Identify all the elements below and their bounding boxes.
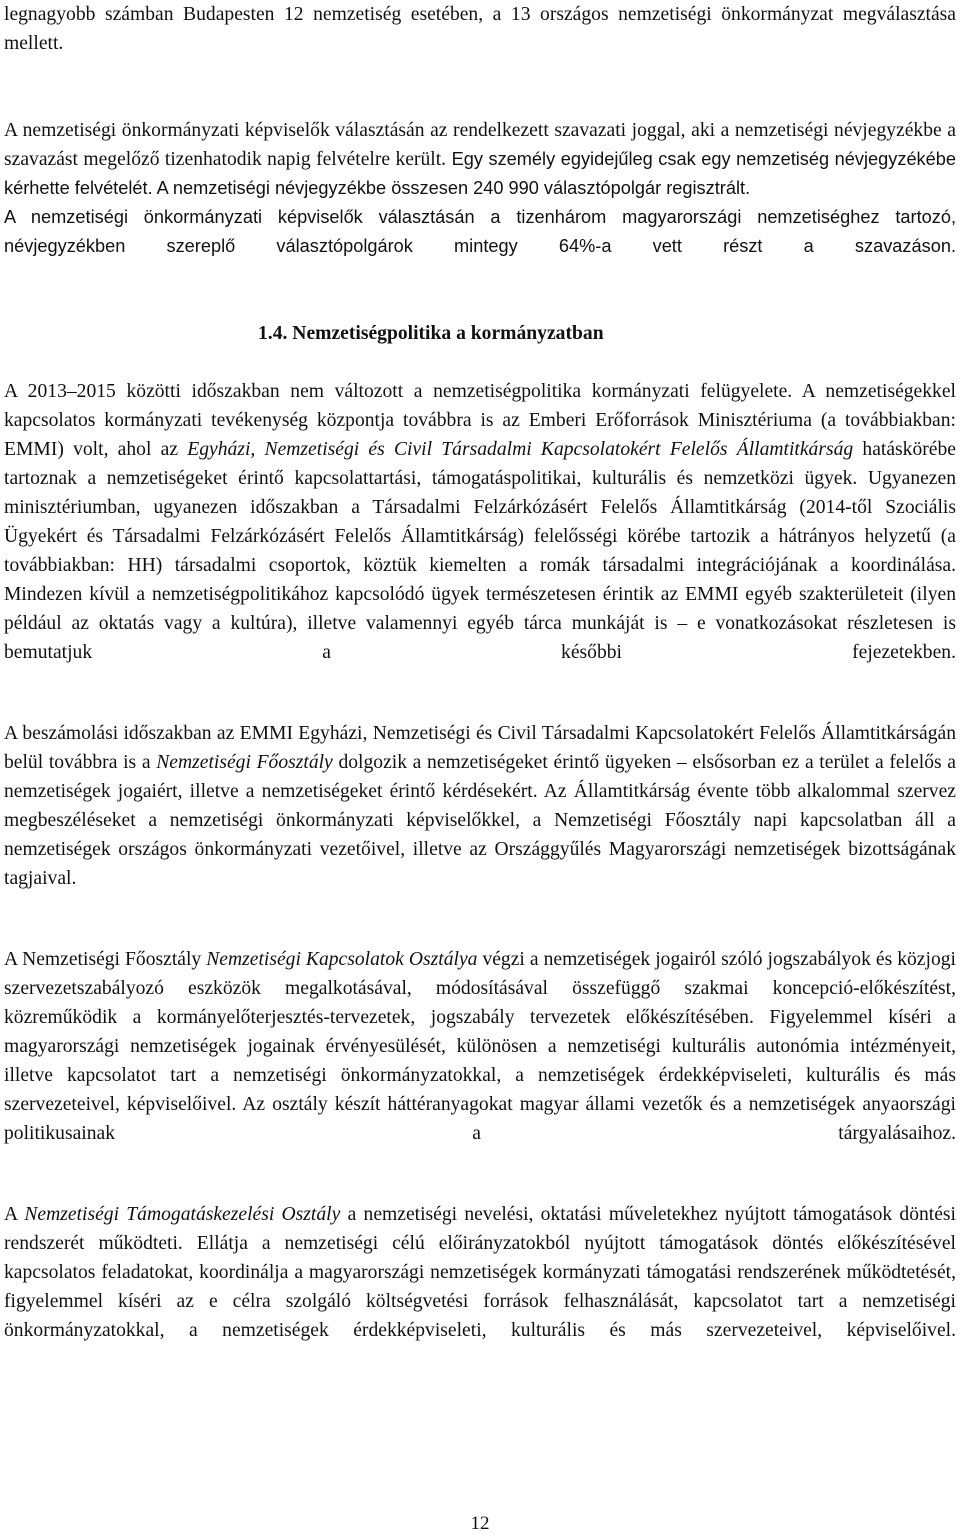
section-heading: 1.4. Nemzetiségpolitika a kormányzatban [258, 323, 604, 344]
paragraph-relations-unit [4, 945, 956, 1177]
paragraph-text: A Nemzetiségi Főosztály [4, 949, 207, 970]
paragraph-gap [4, 87, 956, 116]
paragraph-gap [4, 290, 956, 319]
paragraph-text: A nemzetiségi önkormányzati képviselők választásán az rendelkezett szavazati joggal, aki a nemzetiségi névjegyzékbe a szavazást megelőző tizenhatodik napig felvételre került. [4, 120, 956, 170]
paragraph-text: a nemzetiségi nevelési, oktatási műveletekhez nyújtott támogatások döntési rendszerét működteti. Ellátja a nemzetiségi célú előirányzatokból nyújtott támogatások döntés előkészítésével kapcsolatos feladatokat, koordinálja a magyarországi nemzetiségek kormányzati támogatási rendszerének működtetését, figyelemmel kíséri az e célra szolgáló költségvetési források felhasználását, kapcsolatot tart a nemzetiségi önkormányzatokkal, a nemzetiségek érdekképviseleti, kulturális és más szervezeteivel, képviselőivel. [4, 1204, 957, 1341]
paragraph-text: végzi a nemzetiségek jogairól szóló jogszabályok és közjogi szervezetszabályozó eszközök megalkotásával, módosításával összefüggő szakmai koncepció-előkészítést, közreműködik a kormányelőterjesztés-tervezetek, jogszabály tervezetek előkészítésében. Figyelemmel kíséri a magyarországi nemzetiségek jogainak érvényesülését, különösen a nemzetiségi kulturális autonómia intézményeit, illetve kapcsolatot tart a nemzetiségi önkormányzatokkal, a nemzetiségek érdekképviseleti, kulturális és más szervezeteivel, képviselőivel. Az osztály készít háttéranyagokat magyar állami vezetők és a nemzetiségek anyaországi politikusainak a tárgyalásaihoz. [4, 949, 956, 1144]
italic-term: Nemzetiségi Főosztály [156, 752, 333, 773]
italic-term: Nemzetiségi Kapcsolatok Osztálya [206, 949, 478, 970]
paragraph-government-oversight [4, 377, 956, 696]
paragraph-text-sans: A nemzetiségi önkormányzati képviselők választásán a tizenhárom magyarországi nemzetiséghez tartozó, névjegyzékben szereplő választópolgárok mintegy 64%-a vett részt a szavazáson. [4, 207, 956, 256]
document-page [4, 0, 956, 1374]
paragraph-voting-rights [4, 116, 956, 203]
paragraph-text: dolgozik a nemzetiségeket érintő ügyeken – elsősorban ez a terület a felelős a nemzetiségek jogaiért, illetve a nemzetiségeket érintő kérdésekért. Az Államtitkárság évente több alkalommal szervez megbeszéléseket a nemzetiségi önkormányzati képviselőkkel, a Nemzetiségi Főosztály napi kapcsolatban áll a nemzetiségek országos önkormányzati vezetőivel, illetve az Országgyűlés Magyarországi nemzetiségek bizottságának tagjaival. [4, 752, 957, 889]
paragraph-text: A beszámolási időszakban az EMMI Egyházi, Nemzetiségi és Civil Társadalmi Kapcsolatokért Felelős Államtitkárságán belül továbbra is a [4, 723, 956, 773]
paragraph-turnout [4, 203, 956, 290]
paragraph-support-unit [4, 1200, 956, 1374]
paragraph-intro [4, 0, 956, 87]
paragraph-text: A 2013–2015 közötti időszakban nem változott a nemzetiségpolitika kormányzati felügyelete. A nemzetiségekkel kapcsolatos kormányzati tevékenység központja továbbra is az Emberi Erőforrások Minisztériuma (a továbbiakban: EMMI) volt, ahol az [4, 381, 956, 460]
paragraph-text: legnagyobb számban Budapesten 12 nemzetiség esetében, a 13 országos nemzetiségi önkormányzat megválasztása mellett. [4, 4, 956, 54]
paragraph-text-sans: Egy személy egyidejűleg csak egy nemzetiség névjegyzékébe kérhette felvételét. A nemzetiségi névjegyzékbe összesen 240 990 választópolgár regisztrált. [4, 149, 956, 198]
page-number: 12 [470, 1513, 490, 1534]
paragraph-text: A [4, 1204, 25, 1225]
italic-term: Egyházi, Nemzetiségi és Civil Társadalmi Kapcsolatokért Felelős Államtitkárság [187, 439, 854, 460]
paragraph-gap [4, 1177, 956, 1200]
paragraph-gap [4, 696, 956, 719]
paragraph-nationalities-department [4, 719, 956, 922]
paragraph-gap [4, 348, 956, 377]
paragraph-gap [4, 922, 956, 945]
paragraph-text: hatáskörébe tartoznak a nemzetiségeket érintő kapcsolattartási, támogatáspolitikai, kulturális és nemzetközi ügyek. Ugyanezen minisztériumban, ugyanezen időszakban a Társadalmi Felzárkózásért Felelős Államtitkárság (2014-től Szociális Ügyekért és Társadalmi Felzárkózásért Felelős Államtitkárság) felelősségi körébe tartozik a hátrányos helyzetű (a továbbiakban: HH) társadalmi csoportok, köztük kiemelten a romák társadalmi integrációjának a koordinálása. Mindezen kívül a nemzetiségpolitikához kapcsolódó ügyek természetesen érintik az EMMI egyéb szakterületeit (ilyen például az oktatás vagy a kultúra), illetve valamennyi egyéb tárca munkáját is – e vonatkozásokat részletesen is bemutatjuk a későbbi fejezetekben. [4, 439, 956, 663]
italic-term: Nemzetiségi Támogatáskezelési Osztály [24, 1204, 341, 1225]
